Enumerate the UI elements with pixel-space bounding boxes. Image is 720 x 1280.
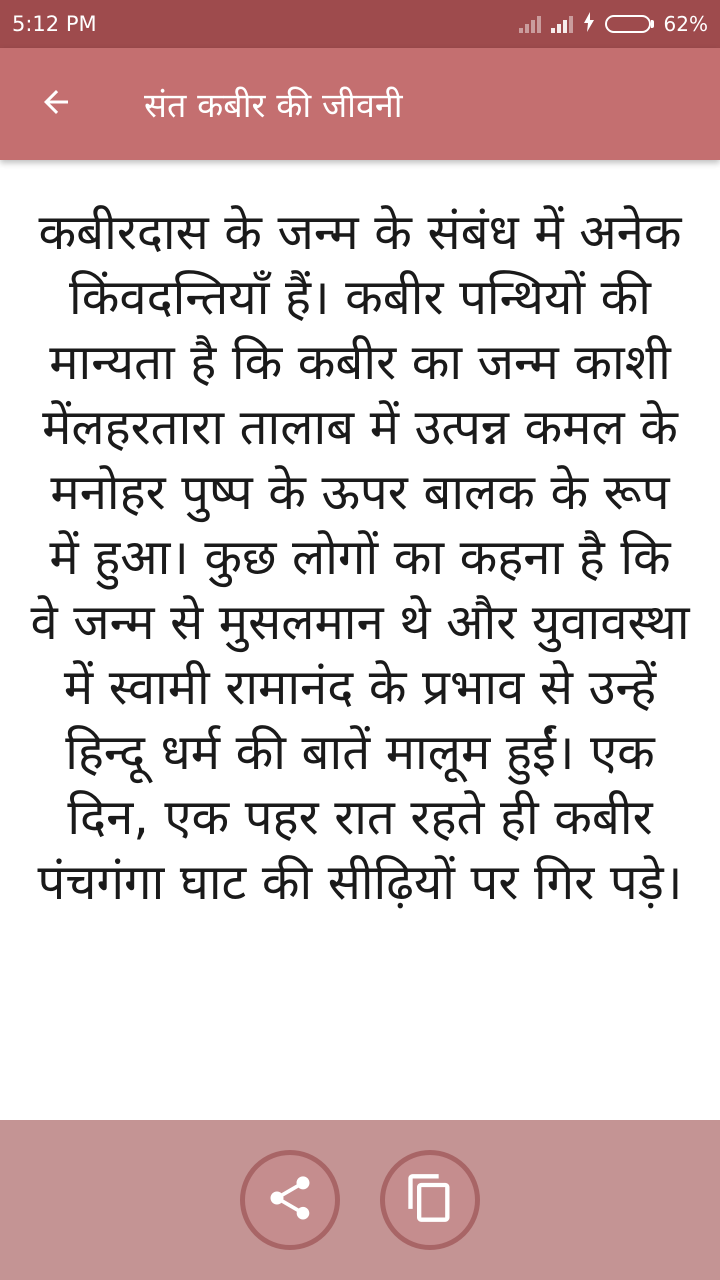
arrow-left-icon xyxy=(38,84,74,124)
biography-text: कबीरदास के जन्म के संबंध में अनेक किंवदन्तियाँ हैं। कबीर पन्थियों की मान्यता है कि कबीर का जन्म काशी मेंलहरतारा तालाब में उत्पन्न कमल के मनोहर पुष्प के ऊपर बालक के रूप में हुआ। कुछ लोगों का कहना है कि वे जन्म से मुसलमान थे और युवावस्था में स्वामी रामानंद के प्रभाव से उन्हें हिन्दू धर्म की बातें मालूम हुईं। एक दिन, एक पहर रात रहते ही कबीर पंचगंगा घाट की सीढ़ियों पर गिर पड़े। xyxy=(30,204,690,911)
app-bar xyxy=(0,48,720,160)
charging-icon xyxy=(583,12,595,37)
status-icons xyxy=(519,12,708,37)
battery-icon xyxy=(605,15,654,33)
page-title: संत कबीर की जीवनी xyxy=(144,86,403,126)
share-button[interactable] xyxy=(240,1150,340,1250)
content-area xyxy=(0,160,720,1120)
back-button[interactable] xyxy=(0,48,112,160)
signal-icon xyxy=(519,15,541,33)
share-icon xyxy=(264,1172,316,1228)
copy-icon xyxy=(404,1172,456,1228)
copy-button[interactable] xyxy=(380,1150,480,1250)
bottom-action-bar xyxy=(0,1120,720,1280)
signal-icon xyxy=(551,15,573,33)
status-time: 5:12 PM xyxy=(12,12,97,36)
battery-percent: 62% xyxy=(663,12,708,36)
status-bar xyxy=(0,0,720,48)
